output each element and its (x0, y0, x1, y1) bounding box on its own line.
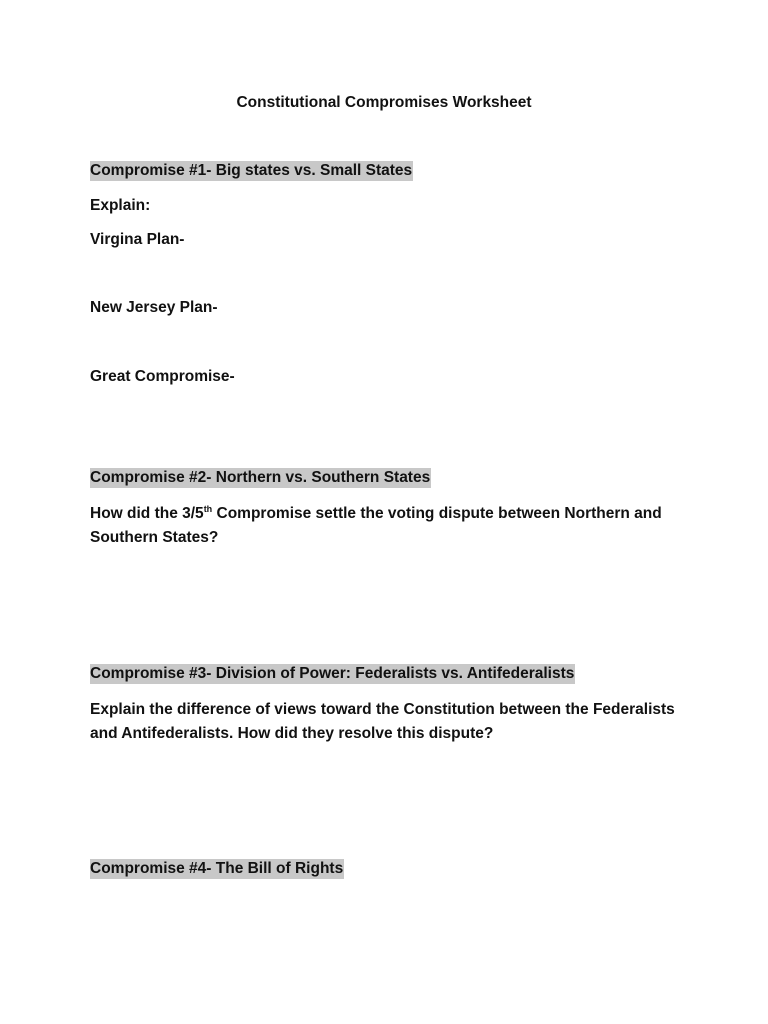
compromise2-heading-text: Compromise #2- Northern vs. Southern States (90, 469, 431, 486)
compromise2-question-part2: Compromise settle the voting dispute between Northern and Southern States? (90, 505, 662, 546)
compromise1-heading (90, 162, 413, 180)
page-title: Constitutional Compromises Worksheet (236, 94, 532, 111)
compromise4-heading-text: Compromise #4- The Bill of Rights (90, 860, 344, 877)
compromise2-question (90, 502, 690, 550)
new-jersey-plan-label: New Jersey Plan- (90, 299, 218, 316)
great-compromise-label: Great Compromise- (90, 368, 235, 385)
compromise1-explain: Explain: (90, 197, 151, 214)
compromise3-heading (90, 665, 575, 683)
compromise3-question: Explain the difference of views toward the Constitution between the Federalists and Antifederalists. How did they resolve this dispute? (90, 701, 675, 742)
virginia-plan-label: Virgina Plan- (90, 231, 185, 248)
compromise2-question-sup: th (203, 503, 213, 514)
compromise2-question-part1: How did the 3/5 (90, 505, 204, 522)
compromise2-heading (90, 469, 431, 487)
compromise3-heading-text: Compromise #3- Division of Power: Federalists vs. Antifederalists (90, 665, 575, 682)
compromise4-heading (90, 860, 344, 878)
compromise1-heading-text: Compromise #1- Big states vs. Small States (90, 162, 413, 179)
